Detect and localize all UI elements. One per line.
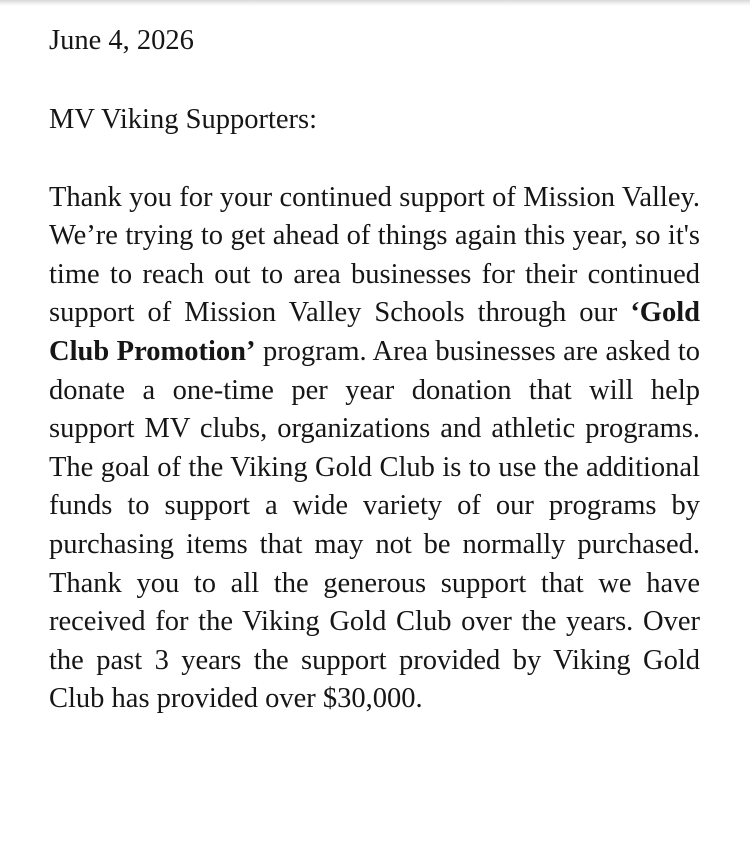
letter-salutation: MV Viking Supporters: [49, 104, 318, 135]
letter-document [49, 22, 700, 719]
letter-body-paragraph [49, 179, 700, 719]
letter-date: June 4, 2026 [49, 25, 194, 56]
body-text-part-1: Thank you for your continued support of Mission Valley. We’re trying to get ahead of things again this year, so it's time to reach out to area businesses for their continued support of Mission Valley Schools through our [49, 181, 700, 329]
program-name: ‘Gold Club Promotion’ [49, 297, 700, 367]
body-text-part-2: program. Area businesses are asked to donate a one-time per year donation that will help support MV clubs, organizations and athletic programs. The goal of the Viking Gold Club is to use the additional funds to support a wide variety of our programs by purchasing items that may not be normally purchased. Thank you to all the generous support that we have received for the Viking Gold Club over the years. Over the past 3 years the support provided by Viking Gold Club has provided over $30,000. [49, 335, 700, 715]
top-edge-shadow [0, 0, 750, 6]
